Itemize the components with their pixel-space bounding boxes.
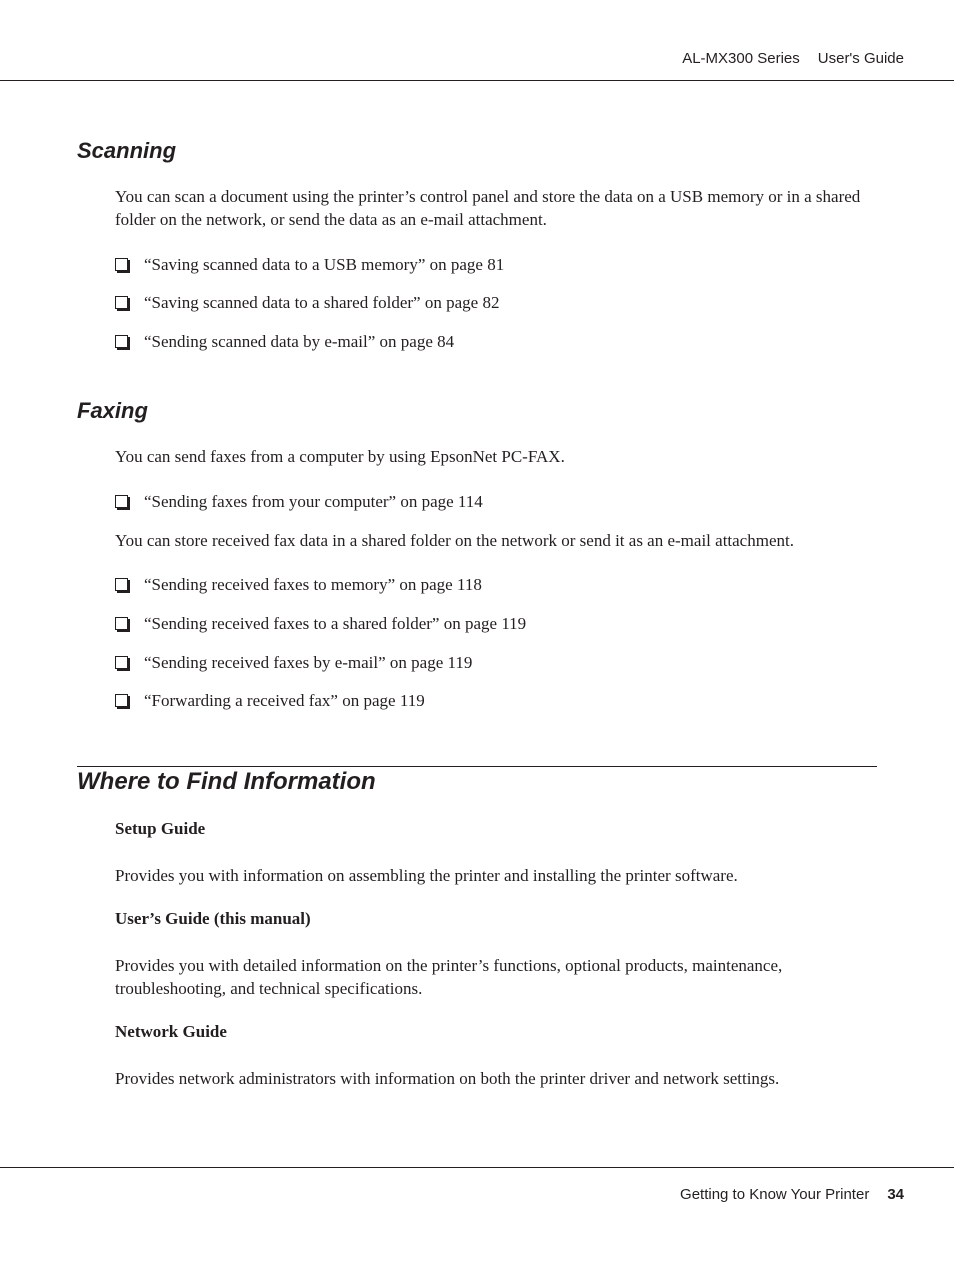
list-item[interactable] xyxy=(115,612,526,635)
list-item-link[interactable]: “Saving scanned data to a USB memory” on page 81 xyxy=(144,255,505,274)
header-rule xyxy=(0,80,954,81)
list-item[interactable] xyxy=(115,330,454,353)
list-item-link[interactable]: “Sending scanned data by e-mail” on page 84 xyxy=(144,332,455,351)
checkbox-bullet-icon xyxy=(115,656,128,669)
scanning-intro: You can scan a document using the printer’s control panel and store the data on a USB memory or in a shared folder on the network, or send the data as an e-mail attachment. xyxy=(115,187,861,229)
footer-chapter: Getting to Know Your Printer xyxy=(680,1186,870,1203)
checkbox-bullet-icon xyxy=(115,335,128,348)
faxing-intro-2: You can store received fax data in a shared folder on the network or send it as an e-mail attachment. xyxy=(115,531,794,550)
page-footer xyxy=(680,1186,904,1203)
checkbox-bullet-icon xyxy=(115,617,128,630)
guide-heading: Setup Guide xyxy=(115,819,206,838)
list-item-link[interactable]: “Saving scanned data to a shared folder” on page 82 xyxy=(144,293,500,312)
list-item[interactable] xyxy=(115,291,499,314)
list-item-link[interactable]: “Sending received faxes to memory” on page 118 xyxy=(144,575,482,594)
checkbox-bullet-icon xyxy=(115,296,128,309)
list-item[interactable] xyxy=(115,573,482,596)
section-title-faxing: Faxing xyxy=(77,398,148,423)
header-product: AL-MX300 Series xyxy=(682,50,800,67)
list-item-link[interactable]: “Sending received faxes to a shared folder” on page 119 xyxy=(144,614,527,633)
guide-heading: User’s Guide (this manual) xyxy=(115,909,311,928)
list-item[interactable] xyxy=(115,490,483,513)
guide-description: Provides you with detailed information on the printer’s functions, optional products, maintenance, troubleshooting, and technical specifications. xyxy=(115,956,783,998)
list-item[interactable] xyxy=(115,651,472,674)
list-item-link[interactable]: “Sending received faxes by e-mail” on page 119 xyxy=(144,653,473,672)
page-number: 34 xyxy=(887,1186,904,1203)
page-header xyxy=(682,50,904,67)
checkbox-bullet-icon xyxy=(115,694,128,707)
guide-heading: Network Guide xyxy=(115,1022,227,1041)
guide-description: Provides you with information on assembling the printer and installing the printer software. xyxy=(115,866,738,885)
section-title-scanning: Scanning xyxy=(77,138,177,163)
footer-rule xyxy=(0,1167,954,1168)
list-item[interactable] xyxy=(115,689,425,712)
list-item[interactable] xyxy=(115,253,504,276)
chapter-rule xyxy=(77,766,877,767)
list-item-link[interactable]: “Forwarding a received fax” on page 119 xyxy=(144,691,425,710)
list-item-link[interactable]: “Sending faxes from your computer” on page 114 xyxy=(144,492,483,511)
faxing-intro: You can send faxes from a computer by using EpsonNet PC-FAX. xyxy=(115,447,565,466)
checkbox-bullet-icon xyxy=(115,578,128,591)
checkbox-bullet-icon xyxy=(115,495,128,508)
section-title-where: Where to Find Information xyxy=(77,768,376,795)
checkbox-bullet-icon xyxy=(115,258,128,271)
header-guide: User's Guide xyxy=(817,50,904,67)
guide-description: Provides network administrators with information on both the printer driver and network settings. xyxy=(115,1069,780,1088)
